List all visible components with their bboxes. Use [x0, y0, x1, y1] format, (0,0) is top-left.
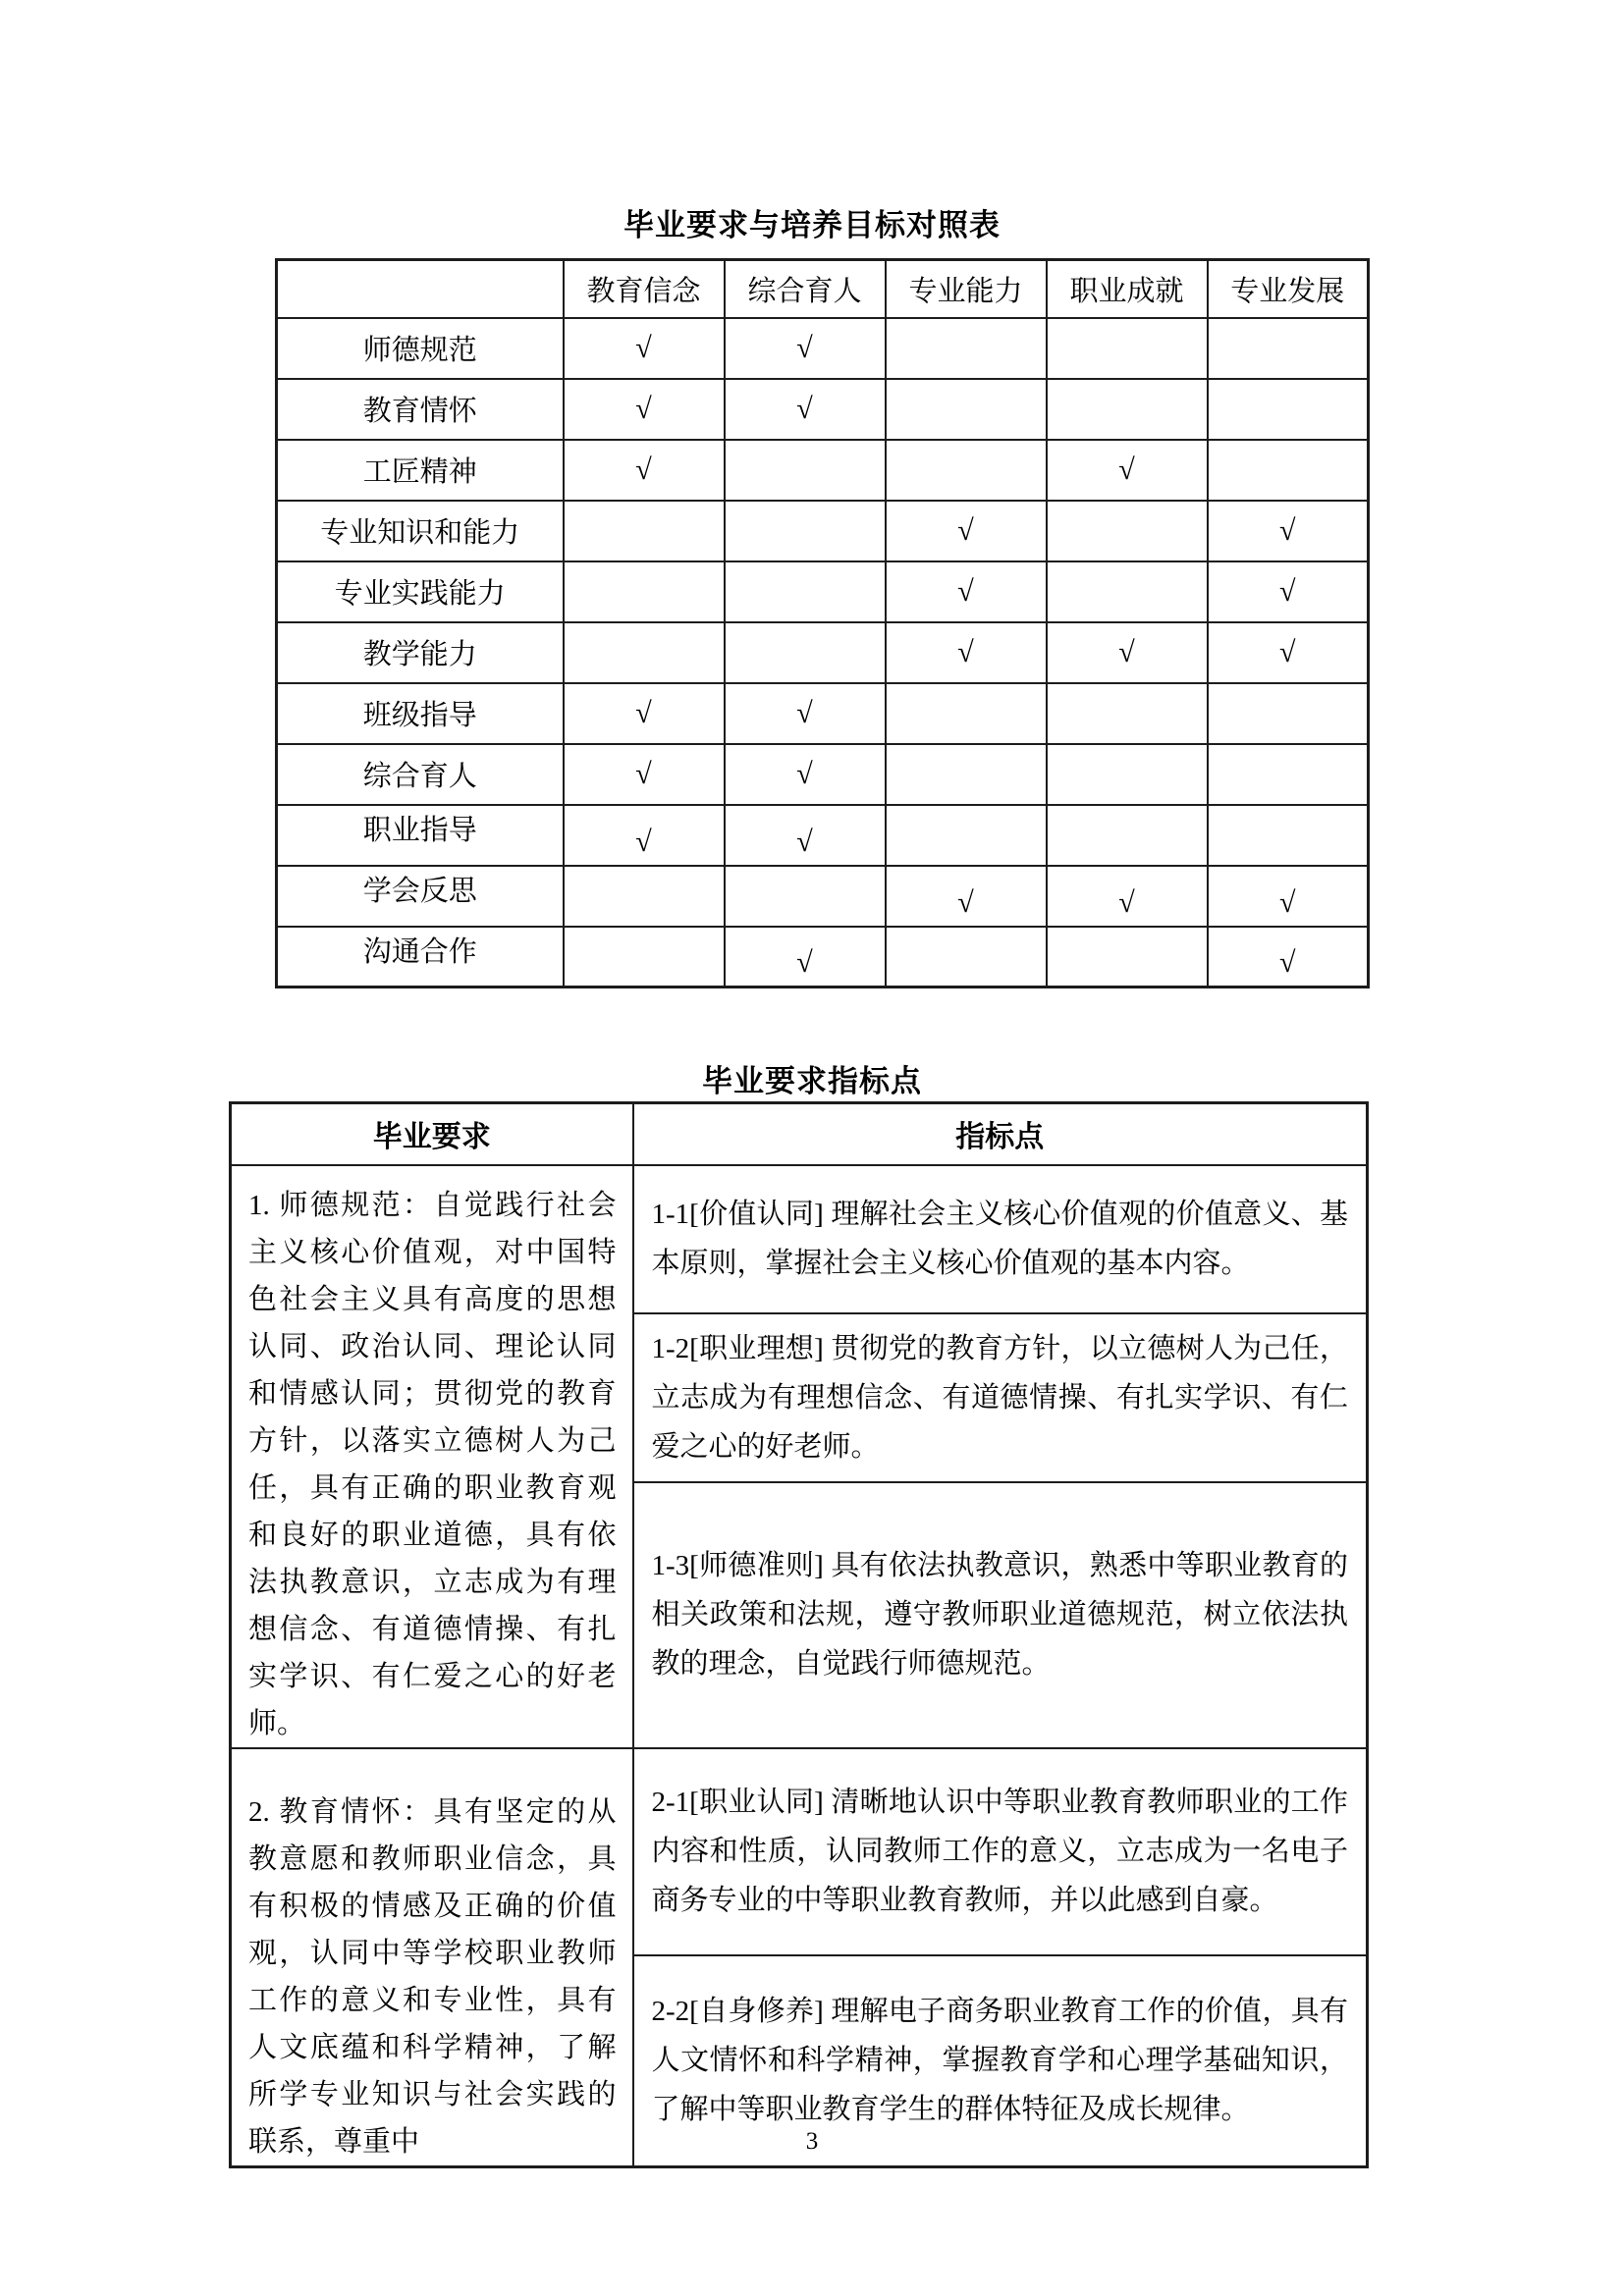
- empty-cell: [886, 379, 1047, 440]
- checkmark-cell: √: [725, 805, 886, 866]
- comparison-matrix-body: [277, 318, 1369, 988]
- checkmark-cell: √: [886, 501, 1047, 561]
- empty-cell: [886, 318, 1047, 379]
- checkmark-cell: √: [1047, 622, 1208, 683]
- empty-cell: [886, 805, 1047, 866]
- checkmark-cell: √: [886, 866, 1047, 927]
- empty-cell: [1208, 744, 1369, 805]
- indicator-text-2-2: 2-2[自身修养] 理解电子商务职业教育工作的价值，具有人文情怀和科学精神，掌握教育学和心理学基础知识，了解中等职业教育学生的群体特征及成长规律。: [633, 1955, 1368, 2166]
- matrix-corner-cell: [277, 260, 564, 318]
- requirement-text-2: 2. 教育情怀：具有坚定的从教意愿和教师职业信念，具有积极的情感及正确的价值观，认同中等学校职业教师工作的意义和专业性，具有人文底蕴和科学精神，了解所学专业知识与社会实践的联系，尊重中: [231, 1748, 633, 2167]
- requirement-label: 职业指导: [277, 805, 564, 866]
- matrix-row: [277, 866, 1369, 927]
- table1-title: 毕业要求与培养目标对照表: [623, 208, 1001, 242]
- matrix-row: [277, 683, 1369, 744]
- requirement-label: 综合育人: [277, 744, 564, 805]
- checkmark-cell: √: [1208, 501, 1369, 561]
- checkmark-cell: √: [1047, 440, 1208, 501]
- empty-cell: [1208, 440, 1369, 501]
- indicator-points-table: [229, 1101, 1369, 2168]
- empty-cell: [564, 561, 725, 622]
- empty-cell: [725, 501, 886, 561]
- indicator-header-row: [231, 1103, 1368, 1165]
- checkmark-cell: √: [886, 622, 1047, 683]
- table2-title: 毕业要求指标点: [702, 1064, 922, 1098]
- empty-cell: [1047, 927, 1208, 988]
- matrix-row: [277, 805, 1369, 866]
- matrix-row: [277, 561, 1369, 622]
- checkmark-cell: √: [1047, 866, 1208, 927]
- column-header-objective: 职业成就: [1047, 260, 1208, 318]
- checkmark-cell: √: [564, 744, 725, 805]
- requirement-label: 学会反思: [277, 866, 564, 927]
- empty-cell: [1208, 683, 1369, 744]
- checkmark-cell: √: [725, 318, 886, 379]
- empty-cell: [725, 622, 886, 683]
- matrix-row: [277, 318, 1369, 379]
- empty-cell: [564, 501, 725, 561]
- requirement-label: 专业知识和能力: [277, 501, 564, 561]
- indicator-text-1-1: 1-1[价值认同] 理解社会主义核心价值观的价值意义、基本原则，掌握社会主义核心价值观的基本内容。: [633, 1165, 1368, 1313]
- matrix-row: [277, 744, 1369, 805]
- indicator-text-1-2: 1-2[职业理想] 贯彻党的教育方针，以立德树人为己任，立志成为有理想信念、有道德情操、有扎实学识、有仁爱之心的好老师。: [633, 1313, 1368, 1482]
- column-header-objective: 专业能力: [886, 260, 1047, 318]
- column-header-indicator: 指标点: [633, 1103, 1368, 1165]
- empty-cell: [1047, 379, 1208, 440]
- checkmark-cell: √: [725, 744, 886, 805]
- empty-cell: [1047, 744, 1208, 805]
- indicator-text-2-1: 2-1[职业认同] 清晰地认识中等职业教育教师职业的工作内容和性质，认同教师工作的意义，立志成为一名电子商务专业的中等职业教育教师，并以此感到自豪。: [633, 1748, 1368, 1955]
- checkmark-cell: √: [725, 927, 886, 988]
- requirement-label: 工匠精神: [277, 440, 564, 501]
- checkmark-cell: √: [564, 683, 725, 744]
- empty-cell: [886, 744, 1047, 805]
- matrix-row: [277, 622, 1369, 683]
- checkmark-cell: √: [564, 318, 725, 379]
- empty-cell: [725, 440, 886, 501]
- empty-cell: [1047, 561, 1208, 622]
- matrix-row: [277, 501, 1369, 561]
- checkmark-cell: √: [564, 379, 725, 440]
- column-header-requirement: 毕业要求: [231, 1103, 633, 1165]
- indicator-text-1-3: 1-3[师德准则] 具有依法执教意识，熟悉中等职业教育的相关政策和法规，遵守教师职业道德规范，树立依法执教的理念，自觉践行师德规范。: [633, 1482, 1368, 1748]
- matrix-header-row: [277, 260, 1369, 318]
- empty-cell: [564, 622, 725, 683]
- matrix-row: [277, 440, 1369, 501]
- requirement-label: 师德规范: [277, 318, 564, 379]
- empty-cell: [1208, 805, 1369, 866]
- table-row: [231, 1748, 1368, 1955]
- empty-cell: [1208, 379, 1369, 440]
- empty-cell: [725, 866, 886, 927]
- empty-cell: [1208, 318, 1369, 379]
- column-header-objective: 教育信念: [564, 260, 725, 318]
- empty-cell: [1047, 501, 1208, 561]
- checkmark-cell: √: [725, 683, 886, 744]
- page-number: 3: [805, 2128, 819, 2155]
- matrix-row: [277, 927, 1369, 988]
- table-row: [231, 1165, 1368, 1313]
- checkmark-cell: √: [564, 440, 725, 501]
- checkmark-cell: √: [886, 561, 1047, 622]
- checkmark-cell: √: [1208, 866, 1369, 927]
- requirement-label: 班级指导: [277, 683, 564, 744]
- checkmark-cell: √: [1208, 561, 1369, 622]
- checkmark-cell: √: [1208, 622, 1369, 683]
- checkmark-cell: √: [725, 379, 886, 440]
- empty-cell: [1047, 318, 1208, 379]
- requirement-label: 沟通合作: [277, 927, 564, 988]
- empty-cell: [1047, 805, 1208, 866]
- comparison-matrix-table: [275, 258, 1370, 988]
- empty-cell: [1047, 683, 1208, 744]
- empty-cell: [725, 561, 886, 622]
- empty-cell: [564, 927, 725, 988]
- checkmark-cell: √: [564, 805, 725, 866]
- empty-cell: [886, 927, 1047, 988]
- checkmark-cell: √: [1208, 927, 1369, 988]
- empty-cell: [564, 866, 725, 927]
- requirement-label: 专业实践能力: [277, 561, 564, 622]
- empty-cell: [886, 683, 1047, 744]
- requirement-label: 教育情怀: [277, 379, 564, 440]
- requirement-label: 教学能力: [277, 622, 564, 683]
- matrix-row: [277, 379, 1369, 440]
- column-header-objective: 专业发展: [1208, 260, 1369, 318]
- column-header-objective: 综合育人: [725, 260, 886, 318]
- empty-cell: [886, 440, 1047, 501]
- requirement-text-1: 1. 师德规范：自觉践行社会主义核心价值观，对中国特色社会主义具有高度的思想认同、政治认同、理论认同和情感认同；贯彻党的教育方针，以落实立德树人为己任，具有正确的职业教育观和良好的职业道德，具有依法执教意识，立志成为有理想信念、有道德情操、有扎实学识、有仁爱之心的好老师。: [231, 1165, 633, 1748]
